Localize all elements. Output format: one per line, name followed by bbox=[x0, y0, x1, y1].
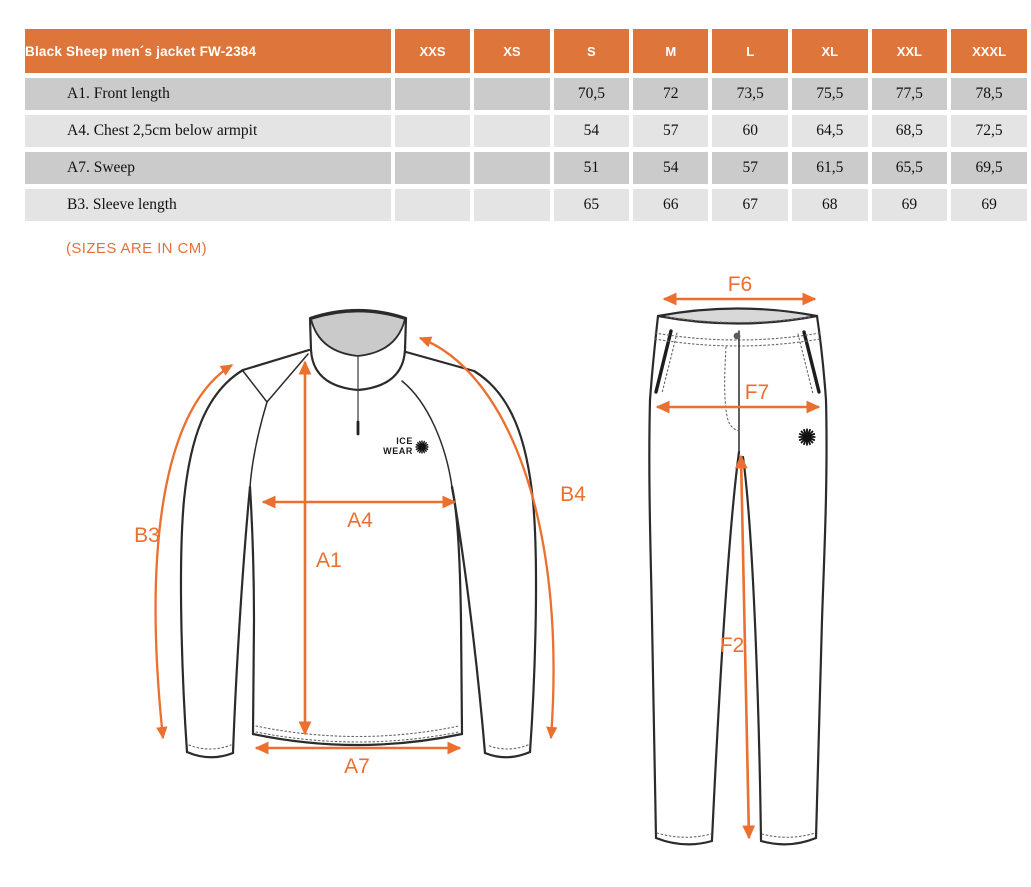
size-value-cell bbox=[474, 189, 549, 221]
jacket-collar-inside bbox=[311, 312, 405, 357]
jacket-left-side bbox=[250, 487, 254, 734]
pants-pocket-stitch bbox=[662, 333, 813, 394]
size-value-cell: 64,5 bbox=[792, 115, 868, 147]
measure-label-a1: A1 bbox=[316, 549, 342, 572]
measure-label-f2: F2 bbox=[719, 634, 745, 657]
brand-logo-line1: ICE bbox=[396, 436, 413, 446]
size-value-cell: 69 bbox=[951, 189, 1027, 221]
snowflake-icon bbox=[799, 429, 814, 444]
table-row bbox=[25, 115, 1027, 147]
size-value-cell: 65,5 bbox=[872, 152, 948, 184]
pants-drawing bbox=[649, 309, 826, 845]
size-value-cell bbox=[395, 189, 471, 221]
size-value-cell: 69 bbox=[872, 189, 948, 221]
size-value-cell: 72 bbox=[633, 78, 708, 110]
jacket-left-shoulder bbox=[243, 350, 309, 370]
measurement-row-label: A7. Sweep bbox=[25, 152, 391, 184]
pants-left-hem bbox=[656, 838, 712, 844]
size-table bbox=[21, 24, 1031, 226]
size-value-cell: 57 bbox=[633, 115, 708, 147]
size-value-cell: 72,5 bbox=[951, 115, 1027, 147]
size-value-cell: 51 bbox=[554, 152, 630, 184]
jacket-drawing bbox=[181, 310, 536, 757]
size-value-cell bbox=[395, 115, 471, 147]
measure-label-b3: B3 bbox=[134, 524, 160, 547]
size-value-cell: 73,5 bbox=[712, 78, 788, 110]
size-value-cell: 57 bbox=[712, 152, 788, 184]
size-value-cell bbox=[474, 78, 549, 110]
size-column-header: XL bbox=[792, 29, 868, 73]
measure-label-f6: F6 bbox=[727, 273, 753, 296]
snowflake-icon bbox=[416, 441, 428, 453]
size-value-cell: 70,5 bbox=[554, 78, 630, 110]
pants-left-leg-outer bbox=[649, 400, 656, 838]
pants-right-leg-outer bbox=[816, 400, 827, 838]
size-column-header: XXS bbox=[395, 29, 471, 73]
size-value-cell: 67 bbox=[712, 189, 788, 221]
table-row bbox=[25, 189, 1027, 221]
pants-measurements bbox=[657, 273, 819, 838]
size-value-cell bbox=[395, 152, 471, 184]
measurement-row-label: A1. Front length bbox=[25, 78, 391, 110]
measure-label-a7: A7 bbox=[344, 755, 370, 778]
size-value-cell: 54 bbox=[554, 115, 630, 147]
size-value-cell bbox=[474, 152, 549, 184]
measure-label-a4: A4 bbox=[347, 509, 373, 532]
jacket-left-cuff bbox=[187, 752, 233, 757]
size-column-header: S bbox=[554, 29, 630, 73]
pants-fly-stitch bbox=[725, 347, 739, 431]
size-value-cell: 75,5 bbox=[792, 78, 868, 110]
brand-logo-line2: WEAR bbox=[383, 446, 413, 456]
measure-label-b4: B4 bbox=[560, 483, 586, 506]
size-column-header: XS bbox=[474, 29, 549, 73]
jacket-left-sleeve-outer bbox=[181, 370, 243, 752]
size-value-cell: 66 bbox=[633, 189, 708, 221]
table-row bbox=[25, 78, 1027, 110]
table-header-row bbox=[25, 29, 1027, 73]
garment-diagram bbox=[0, 252, 1031, 887]
size-value-cell: 68,5 bbox=[872, 115, 948, 147]
measurement-row-label: A4. Chest 2,5cm below armpit bbox=[25, 115, 391, 147]
jacket-right-side bbox=[452, 487, 462, 734]
measure-label-f7: F7 bbox=[744, 381, 770, 404]
pants-button bbox=[734, 333, 741, 340]
jacket-right-cuff bbox=[485, 752, 530, 757]
size-value-cell: 61,5 bbox=[792, 152, 868, 184]
jacket-left-raglan-seam bbox=[250, 402, 267, 487]
size-value-cell: 77,5 bbox=[872, 78, 948, 110]
jacket-measurements bbox=[134, 338, 586, 778]
pants-waist-opening bbox=[658, 309, 817, 324]
size-column-header: L bbox=[712, 29, 788, 73]
size-value-cell: 60 bbox=[712, 115, 788, 147]
pants-right-hem bbox=[761, 838, 816, 844]
size-column-header: M bbox=[633, 29, 708, 73]
size-value-cell: 65 bbox=[554, 189, 630, 221]
measurement-row-label: B3. Sleeve length bbox=[25, 189, 391, 221]
table-row bbox=[25, 152, 1027, 184]
jacket-right-raglan-seam bbox=[402, 381, 452, 487]
size-column-header: XXXL bbox=[951, 29, 1027, 73]
size-value-cell: 68 bbox=[792, 189, 868, 221]
jacket-hem bbox=[253, 734, 462, 745]
pants-hem-stitch bbox=[657, 833, 815, 837]
measure-arrow-b3 bbox=[156, 365, 232, 738]
jacket-right-sleeve-outer bbox=[474, 371, 536, 752]
product-title: Black Sheep men´s jacket FW-2384 bbox=[25, 29, 391, 73]
size-column-header: XXL bbox=[872, 29, 948, 73]
jacket-left-sleeve-inner bbox=[233, 487, 250, 753]
size-value-cell: 78,5 bbox=[951, 78, 1027, 110]
size-value-cell: 69,5 bbox=[951, 152, 1027, 184]
size-value-cell: 54 bbox=[633, 152, 708, 184]
size-value-cell bbox=[474, 115, 549, 147]
sizes-unit-note: (SIZES ARE IN CM) bbox=[66, 240, 207, 257]
size-value-cell bbox=[395, 78, 471, 110]
